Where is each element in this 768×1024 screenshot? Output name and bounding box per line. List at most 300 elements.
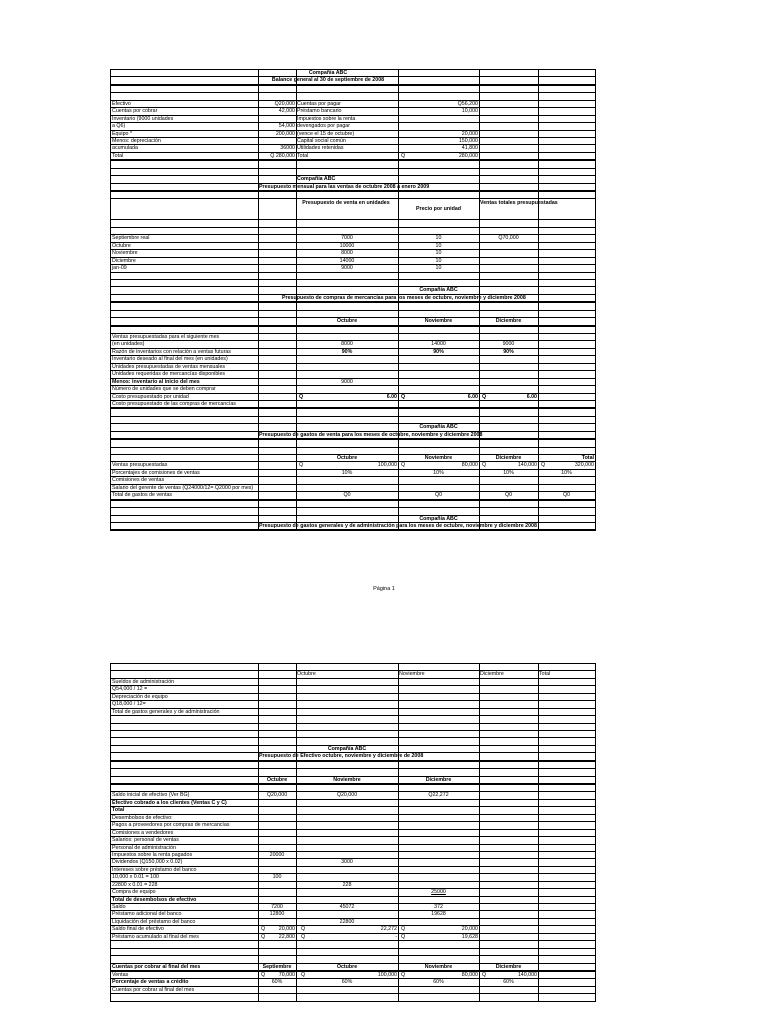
row-label: Unidades presupuestadas de ventas mensuales (112, 363, 226, 370)
amount (297, 815, 397, 821)
row-label: Noviembre (112, 250, 138, 257)
column-header: Diciembre (495, 318, 522, 325)
row-label: Dividendos (Q150,000 x 0.02) (112, 859, 183, 866)
column-header: Octubre (336, 963, 358, 970)
empty-row (111, 192, 595, 199)
row-label: Liquidación del préstamo del banco (112, 918, 196, 925)
admin-row (111, 694, 595, 701)
empty-row (111, 169, 595, 176)
selling-row (111, 492, 595, 500)
header-row (111, 318, 595, 326)
column-header: Ventas totales presupuestadas (480, 200, 558, 207)
empty-row (111, 663, 595, 671)
amount (259, 867, 295, 873)
amount (399, 867, 478, 873)
row-label: Total (112, 152, 124, 159)
currency-symbol: Q (301, 926, 306, 933)
amount (399, 837, 478, 843)
empty-row (111, 994, 595, 1001)
amount (259, 822, 295, 828)
amount (259, 830, 295, 836)
month-value (399, 334, 478, 340)
company-name: Compañía ABC (419, 424, 458, 431)
amount: Q22,272 (428, 792, 449, 799)
purchase-row (111, 334, 595, 341)
currency-symbol: Q (401, 152, 406, 159)
row-label: acumulada (112, 145, 138, 152)
admin-row (111, 679, 595, 686)
row-label: Unidades requeridas de mercancías disponibles (112, 371, 226, 378)
amount (259, 815, 295, 821)
column-header: Octubre (297, 671, 316, 678)
amount: Q0 (562, 492, 571, 499)
amount (297, 800, 397, 806)
currency-symbol: Q (299, 462, 304, 469)
row-label: Saldo final de efectivo (112, 926, 164, 933)
total-sales-value: Q70,000 (498, 235, 519, 242)
row-label: Menos: inventario al inicio del mes (112, 378, 200, 385)
column-header: Septiembre (262, 963, 292, 970)
liability-label: Utilidades retenidas (297, 145, 344, 152)
cash-row (111, 800, 595, 807)
price-value: 10 (435, 235, 442, 242)
amount (399, 919, 478, 925)
purchase-row (111, 379, 595, 386)
amount (297, 830, 397, 836)
row-label: Salarios: personal de ventas (112, 837, 179, 844)
amount (297, 837, 397, 843)
cost-value: 6.00 (467, 393, 478, 400)
month-value (297, 371, 397, 377)
amount: 60% (341, 979, 353, 986)
empty-row (111, 941, 595, 948)
amount: 100 (272, 874, 282, 881)
units-value: 10000 (339, 242, 355, 249)
row-label: Ventas presupuestadas para el siguiente mes (112, 334, 220, 340)
table-title: Presupuesto mensual para las ventas de octubre 2008 a enero 2009 (259, 183, 430, 190)
amount: 3000 (341, 859, 353, 866)
liability-value: Q56,200 (457, 100, 478, 107)
header-row (111, 199, 595, 220)
sales-row (111, 243, 595, 250)
cash-row (111, 822, 595, 829)
amount: 228 (342, 881, 352, 888)
month-value: 90% (433, 348, 444, 355)
column-header: Octubre (336, 318, 358, 325)
amount (259, 882, 295, 888)
asset-value: 54,000 (278, 123, 295, 130)
column-header: Diciembre (495, 455, 522, 461)
amount (399, 800, 478, 806)
amount (259, 919, 295, 925)
column-header: Total (581, 455, 594, 461)
amount (297, 987, 397, 993)
amount: 320,000 (574, 462, 594, 469)
cash-row (111, 792, 595, 799)
column-header: Precio por unidad (415, 206, 462, 213)
column-header: Diciembre (495, 963, 522, 970)
row-label: Cuentas por cobrar (112, 108, 158, 115)
amount: 20,000 (461, 926, 478, 933)
balance-row (111, 131, 595, 138)
table-title: Balance general al 30 de septiembre de 2008 (271, 77, 385, 84)
receivable-row (111, 987, 595, 994)
column-header: Cuentas por cobrar al final del mes (112, 963, 201, 970)
cash-row (111, 837, 595, 844)
row-label: Ventas presupuestadas (112, 462, 168, 469)
asset-value: 200,000 (275, 130, 295, 137)
row-label: Efectivo cobrado a los clientes (Ventas C y C) (112, 799, 227, 806)
empty-row (111, 448, 595, 455)
amount (539, 485, 594, 491)
amount: 19,628 (461, 933, 478, 940)
sales-row (111, 265, 595, 272)
amount: 10% (561, 469, 572, 476)
company-row (111, 69, 595, 77)
month-value (297, 386, 397, 392)
empty-row (111, 956, 595, 963)
month-value: 9000 (502, 341, 515, 348)
asset-value (259, 138, 295, 144)
purchase-row (111, 364, 595, 371)
selling-row (111, 477, 595, 484)
company-row (111, 516, 595, 523)
amount (259, 837, 295, 843)
asset-value (259, 116, 295, 122)
asset-value: Q 280,000 (270, 152, 295, 159)
total-sales-value (480, 243, 537, 249)
currency-symbol: Q (299, 393, 304, 400)
row-label: Razón de inventarios con relación a ventas futuras (112, 348, 231, 355)
title-row (111, 523, 595, 531)
amount: Q20,000 (266, 792, 288, 799)
currency-symbol: Q (261, 933, 266, 940)
empty-row (111, 785, 595, 792)
row-label: a Q6) (112, 123, 126, 130)
empty-row (111, 220, 595, 227)
company-row (111, 176, 595, 183)
balance-row (111, 116, 595, 123)
receivable-row (111, 979, 595, 986)
row-label: Equipo * (112, 130, 133, 137)
liability-label: Total (297, 152, 309, 159)
company-name: Compañía ABC (419, 287, 458, 294)
amount: 60% (433, 979, 444, 986)
row-label: Saldo inicial de efectivo (Ver BG) (112, 792, 190, 799)
row-label: Total (112, 807, 125, 814)
amount (399, 897, 478, 903)
amount: Q0 (434, 492, 443, 499)
empty-row (111, 731, 595, 738)
purchase-row (111, 356, 595, 363)
column-header: Presupuesto de venta en unidades (302, 200, 390, 207)
header-row (111, 777, 595, 785)
empty-row (111, 440, 595, 447)
admin-row (111, 686, 595, 693)
amount (297, 807, 397, 813)
row-label: Total de gastos de ventas (112, 492, 173, 499)
month-value (399, 371, 478, 377)
month-value (480, 386, 537, 392)
currency-symbol: Q (401, 393, 406, 400)
row-label: Comisiones a vendedores (112, 829, 174, 836)
currency-symbol: Q (401, 971, 406, 978)
currency-symbol: Q (482, 462, 487, 469)
empty-row (111, 273, 595, 280)
empty-row (111, 762, 595, 769)
amount (480, 485, 537, 491)
amount: 22,272 (380, 926, 397, 933)
amount (297, 485, 397, 491)
liability-label: Impuestos sobre la renta (297, 115, 356, 122)
amount (399, 830, 478, 836)
row-label: jan-09 (112, 265, 127, 272)
amount: - (395, 933, 397, 940)
row-label: Impuestos sobre la renta pagados (112, 851, 193, 858)
amount: 70,000 (278, 971, 295, 978)
amount: 22,800 (278, 933, 295, 940)
column-header: Noviembre (399, 671, 425, 678)
amount (297, 897, 397, 903)
liability-label: Cuentas por pagar (297, 100, 341, 107)
company-name: Compañía ABC (308, 70, 348, 76)
page1-sheet (110, 69, 596, 531)
purchase-row (111, 386, 595, 393)
empty-row (111, 738, 595, 745)
table-title: Presupuesto de gastos de venta para los meses de octubre, noviembre y diciembre 2008 (259, 431, 483, 438)
empty-row (111, 716, 595, 723)
balance-row (111, 101, 595, 108)
amount (399, 987, 478, 993)
purchase-row (111, 394, 595, 401)
amount (399, 485, 478, 491)
price-value: 10 (435, 257, 442, 264)
liability-value: 20,000 (461, 130, 478, 137)
row-label: Depreciación de equipo (112, 693, 168, 700)
amount: 80,000 (461, 971, 478, 978)
empty-row (111, 280, 595, 287)
currency-symbol: Q (401, 462, 406, 469)
column-header: Noviembre (424, 455, 453, 461)
row-label: Intereses sobre préstamo del banco (112, 866, 197, 873)
company-name: Compañía ABC (327, 745, 367, 752)
currency-symbol: Q (401, 926, 406, 933)
amount: 140,000 (517, 462, 537, 469)
amount: 20000 (269, 851, 285, 858)
table-title: Presupuesto de compras de mercancías para los meses de octubre, noviembre y diciembre 2008 (282, 294, 526, 301)
amount (259, 859, 295, 865)
amount: 60% (503, 979, 514, 986)
amount (399, 852, 478, 858)
row-label: Total de gastos generales y de administración (112, 708, 220, 715)
amount (297, 874, 397, 880)
cash-row (111, 897, 595, 904)
currency-symbol: Q (482, 971, 487, 978)
asset-value: 42,000 (278, 108, 295, 115)
currency-symbol: Q (301, 971, 306, 978)
row-label: Pagos a proveedores por compras de mercancías (112, 822, 230, 829)
amount (399, 815, 478, 821)
page-footer: Página 1 (373, 586, 395, 592)
amount: 25000 (431, 889, 446, 896)
column-header: Octubre (266, 776, 288, 783)
liability-label: Capital social común (297, 137, 346, 144)
row-label: Ventas (112, 971, 129, 978)
amount (399, 477, 478, 483)
admin-row (111, 701, 595, 708)
month-value (399, 356, 478, 362)
row-label: Comisiones de ventas (112, 477, 165, 484)
total-sales-value (480, 250, 537, 256)
month-value (480, 401, 537, 407)
liability-value (399, 123, 478, 129)
amount (539, 477, 594, 483)
cash-row (111, 911, 595, 918)
title-row (111, 77, 595, 85)
empty-row (111, 501, 595, 508)
amount (259, 987, 295, 993)
purchase-row (111, 401, 595, 409)
asset-value: 36000 (280, 145, 295, 152)
amount (297, 911, 397, 917)
currency-symbol: Q (401, 933, 406, 940)
amount (297, 852, 397, 858)
company-row (111, 287, 595, 294)
amount (399, 822, 478, 828)
amount (399, 859, 478, 865)
cash-row (111, 926, 595, 933)
row-label: Desembolsos de efectivo: (112, 814, 173, 821)
amount: 19628 (431, 911, 446, 918)
amount: 10% (503, 469, 514, 476)
units-value: 9000 (341, 265, 353, 272)
month-value (480, 356, 537, 362)
header-row (111, 671, 595, 678)
balance-row (111, 145, 595, 152)
company-name: Compañía ABC (297, 176, 336, 183)
amount (297, 867, 397, 873)
empty-row (111, 417, 595, 424)
row-label: Total de desembolsos de efectivo (112, 896, 197, 903)
row-label: Septiembre real (112, 235, 150, 242)
liability-value: 41,800 (461, 145, 478, 152)
cash-row (111, 867, 595, 874)
sales-row (111, 235, 595, 242)
empty-row (111, 311, 595, 318)
row-label: Préstamo adicional del banco (112, 911, 182, 918)
cash-row (111, 830, 595, 837)
amount (480, 477, 537, 483)
amount (297, 889, 397, 895)
month-value: 90% (341, 348, 353, 355)
amount (259, 897, 295, 903)
asset-value: Q20,000 (274, 100, 295, 107)
row-label: Q54,000 / 12 = (112, 686, 148, 693)
currency-symbol: Q (301, 933, 306, 940)
amount: 10% (433, 469, 444, 476)
header-row (111, 455, 595, 462)
empty-row (111, 508, 595, 515)
sales-row (111, 258, 595, 265)
month-value: 90% (503, 348, 514, 355)
balance-row (111, 123, 595, 130)
price-value: 10 (435, 250, 442, 257)
title-row (111, 753, 595, 761)
column-header: Noviembre (424, 318, 453, 325)
amount (399, 882, 478, 888)
liability-value: 280,000 (458, 152, 478, 159)
amount: 22800 (339, 918, 355, 925)
row-label: Menos: depreciación (112, 137, 161, 144)
cost-value: 6.00 (386, 393, 397, 400)
company-row (111, 424, 595, 431)
amount: 10% (341, 469, 353, 476)
empty-row (111, 949, 595, 956)
month-value: 8000 (341, 341, 353, 348)
amount: 7200 (271, 904, 283, 910)
row-label: Diciembre (112, 257, 136, 264)
row-label: Sueldos de administración (112, 678, 175, 685)
row-label: Inventario (9000 unidades (112, 115, 174, 122)
amount: 100,000 (377, 971, 397, 978)
row-label: Inventario deseado al final del mes (en unidades) (112, 356, 228, 363)
amount (259, 845, 295, 851)
units-value: 7000 (341, 235, 353, 242)
month-value: 14000 (431, 341, 446, 348)
balance-row (111, 153, 595, 161)
amount (259, 889, 295, 895)
row-label: Número de unidades que se deben comprar (112, 386, 216, 393)
amount (259, 800, 295, 806)
empty-row (111, 769, 595, 776)
cash-row (111, 919, 595, 926)
units-value: 8000 (341, 250, 353, 257)
price-value: 10 (435, 242, 442, 249)
title-row (111, 184, 595, 192)
currency-symbol: Q (541, 462, 546, 469)
cash-row (111, 852, 595, 859)
units-value: 14000 (339, 257, 355, 264)
empty-row (111, 303, 595, 310)
amount: 100,000 (377, 462, 397, 469)
table-title: Presupuesto de Efectivo octubre, noviembre y diciembre de 2008 (259, 753, 424, 760)
amount: Q0 (343, 492, 351, 499)
column-header: Octubre (336, 455, 358, 461)
row-label: Cuentas por cobrar al final del mes (112, 986, 195, 993)
month-value (399, 401, 478, 407)
empty-row (111, 724, 595, 731)
column-header: Diciembre (480, 671, 504, 678)
empty-row (111, 327, 595, 334)
cash-row (111, 904, 595, 911)
month-value (399, 379, 478, 385)
row-label: Préstamo acumulado al final del mes (112, 933, 199, 940)
row-label: Efectivo (112, 100, 131, 107)
title-row (111, 432, 595, 440)
admin-row (111, 709, 595, 716)
column-header: Noviembre (333, 776, 361, 783)
price-value: 10 (435, 265, 442, 272)
currency-symbol: Q (261, 971, 266, 978)
row-label: Q18,000 / 12= (112, 701, 146, 708)
currency-symbol: Q (261, 926, 266, 933)
empty-row (111, 161, 595, 168)
row-label: 22800 x 0.01 = 228 (112, 881, 158, 888)
row-label: Porcentaje de ventas a crédito (112, 979, 189, 986)
total-sales-value (480, 265, 537, 271)
amount: 20,000 (278, 926, 295, 933)
empty-row (111, 93, 595, 100)
